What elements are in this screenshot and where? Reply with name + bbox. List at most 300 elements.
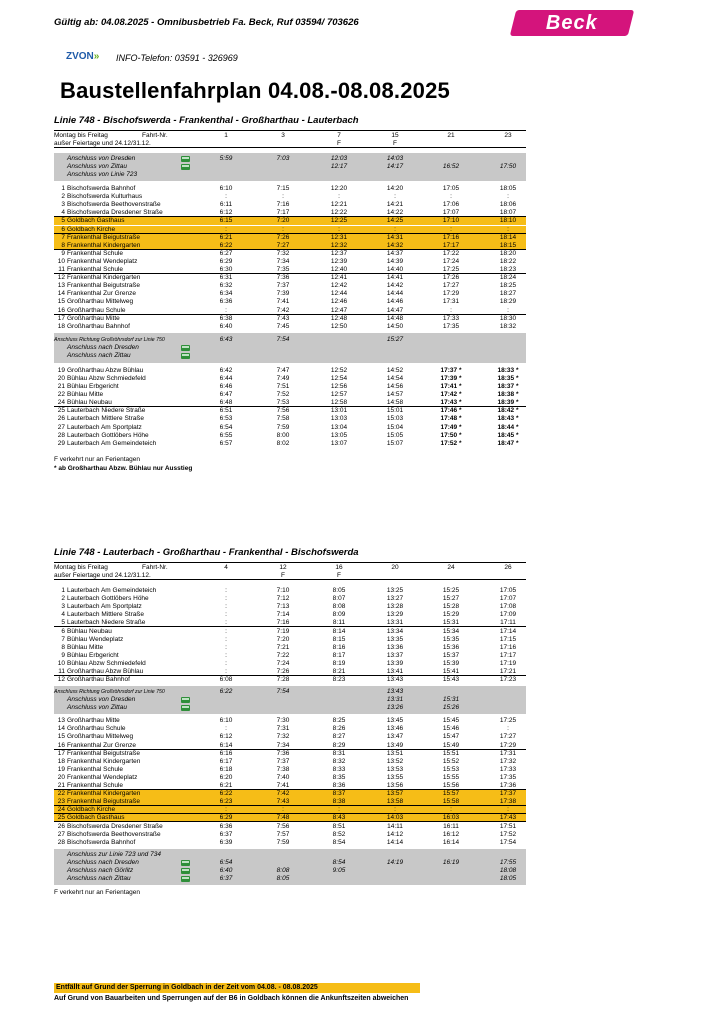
stop-name: Bischofswerda Kulturhaus [67,193,143,201]
departure-time: : [225,193,227,201]
stop-number: 10 [57,659,65,667]
departure-time: 7:16 [276,201,290,209]
stop-row [54,234,526,242]
stop-row [54,668,526,676]
departure-time: 13:35 [386,635,404,643]
departure-time: 8:29 [332,741,346,749]
departure-time: 14:22 [386,209,404,217]
departure-time: 13:51 [386,749,404,757]
departure-time: 18:32 [499,322,517,330]
connection-time: 16:19 [442,858,460,866]
departure-time: 17:07 [442,209,460,217]
departure-time: 18:14 [499,233,517,241]
stop-row [54,652,526,660]
departure-time: 12:20 [330,185,348,192]
departure-time: : [507,725,509,733]
stop-row [54,766,526,774]
departure-time: 7:36 [276,274,290,282]
stop-number: 19 [57,765,65,773]
departure-time: 17:05 [442,185,460,192]
departure-time: 18:29 [499,298,517,306]
stop-name: Lauterbach Mittlere Straße [67,415,144,423]
departure-time: 17:27 [442,282,460,290]
departure-time: 6:34 [219,290,233,298]
stop-row [54,790,526,798]
departure-time: 15:27 [442,595,460,603]
departure-time: 8:05 [332,587,346,594]
connection-label: Anschluss von Dresden [67,155,136,162]
stop-row [54,611,526,619]
departure-time: 8:00 [276,431,290,439]
stop-number: 17 [57,749,65,757]
departure-time: 14:20 [386,185,404,192]
departure-time: 17:26 [442,274,460,282]
stop-row [54,415,526,423]
connection-time: 14:17 [386,163,404,170]
stop-name: Großharthau Bahnhof [67,676,130,684]
exceptions-label: außer Feiertage und 24.12/31.12. [54,572,151,579]
departure-time: 13:34 [386,627,404,635]
stop-number: 1 [61,185,65,192]
stop-name: Goldbach Kirche [67,806,116,814]
trip-no-label: Fahrt-Nr. [142,564,168,571]
departure-time: 6:46 [219,383,233,390]
departure-time: 8:33 [332,765,346,773]
departure-time: 6:22 [219,790,233,798]
stop-number: 5 [61,217,65,225]
departure-time: : [450,306,452,314]
departure-time: 8:35 [332,773,346,781]
stop-name: Goldbach Kirche [67,225,116,233]
departure-time: 7:58 [276,415,290,423]
departure-time: 17:05 [499,587,517,594]
departure-time: 6:08 [219,676,233,684]
stop-row [54,733,526,741]
connection-time: 5:59 [219,155,233,162]
departure-time: 13:03 [330,415,348,423]
departure-time: 14:48 [386,314,404,322]
departure-time: 15:45 [442,717,460,725]
stop-name: Bühlau Abzw Schmiedefeld [67,374,146,382]
stop-name: Bischofswerda Beethovenstraße [67,201,161,209]
departure-time: 8:08 [332,603,346,611]
departure-time: 6:32 [219,282,233,290]
departure-time: : [225,659,227,667]
connection-time: 13:31 [386,696,404,704]
stop-name: Bühlau Erbgericht [67,651,119,659]
departure-time: 7:47 [276,366,290,374]
departure-time: : [507,225,509,233]
departure-time: 15:34 [442,627,460,635]
stop-name: Großharthau Abzw Bühlau [67,366,144,374]
departure-time: 14:40 [386,266,404,273]
stop-number: 14 [57,290,65,298]
departure-time: 18:47 * [497,439,519,447]
connection-time: 14:19 [386,858,404,866]
departure-time: : [225,635,227,643]
departure-time: 6:54 [219,423,233,431]
connection-time: 17:55 [499,858,517,866]
departure-time: : [450,225,452,233]
departure-time: : [225,306,227,314]
departure-time: 7:57 [276,830,290,838]
stop-name: Bischofswerda Dresdener Straße [67,209,163,217]
connection-time: 12:17 [330,163,348,170]
connection-time: 13:26 [386,704,404,712]
departure-time: 7:10 [276,587,290,594]
stop-number: 7 [61,635,65,643]
departure-time: 13:27 [386,595,404,603]
departure-time: 7:59 [276,838,290,846]
stop-number: 2 [61,193,65,201]
departure-time: 7:16 [276,619,290,627]
departure-time: 17:32 [499,757,517,765]
departure-time: 13:47 [386,733,404,741]
departure-time: 15:35 [442,635,460,643]
departure-time: 6:42 [219,366,233,374]
stop-number: 27 [57,423,65,431]
stop-row [54,644,526,652]
departure-time: 8:19 [332,659,346,667]
departure-time: 13:37 [386,651,404,659]
departure-time: 12:22 [330,209,348,217]
departure-time: : [507,806,509,814]
stop-number: 3 [61,603,65,611]
stop-name: Frankenthal Kindergarten [67,274,141,282]
stop-name: Bühlau Erbgericht [67,383,119,390]
info-phone: INFO-Telefon: 03591 - 326969 [116,53,238,63]
departure-time: 17:33 [499,765,517,773]
departure-time: 6:11 [219,201,233,209]
connection-row [54,859,526,867]
departure-time: 6:20 [219,773,233,781]
departure-time: 14:56 [386,383,404,390]
departure-time: 7:21 [276,643,290,651]
stop-row [54,717,526,725]
departure-time: 7:12 [276,595,290,603]
connection-time: 8:54 [332,858,346,866]
departure-time: 6:15 [219,217,233,225]
stop-number: 20 [57,374,65,382]
stop-number: 23 [57,798,65,806]
header-row [54,572,526,580]
stop-number: 21 [57,782,65,789]
connection-label: Anschluss zur Linie 723 und 734 [67,850,161,858]
departure-time: 15:39 [442,659,460,667]
departure-time: 7:39 [276,290,290,298]
departure-time: 17:38 [499,798,517,806]
stop-name: Frankenthal Kindergarten [67,241,141,249]
departure-time: : [282,193,284,201]
departure-time: 13:39 [386,659,404,667]
departure-time: 13:01 [330,407,348,415]
connection-row [54,867,526,875]
stop-row [54,603,526,611]
departure-time: 17:25 [442,266,460,273]
departure-time: 12:32 [330,241,348,249]
stop-row [54,298,526,306]
stop-row [54,628,526,636]
connection-time: 6:22 [219,688,233,696]
bus-icon [181,345,190,351]
stop-name: Großharthau Schule [67,306,126,314]
stop-name: Bühlau Wendeplatz [67,635,124,643]
connection-label: Anschluss nach Zittau [67,351,131,359]
departure-time: 12:50 [330,322,348,330]
stop-number: 22 [57,790,65,798]
departure-time: 16:14 [442,838,460,846]
stop-row [54,193,526,201]
stop-row [54,823,526,831]
connection-row [54,688,526,696]
departure-time: 6:29 [219,814,233,822]
stop-number: 18 [57,757,65,765]
brand-name: Beck [546,11,598,34]
departure-time: 7:49 [276,374,290,382]
departure-time: : [282,806,284,814]
stop-row [54,774,526,782]
stop-name: Frankenthal Zur Grenze [67,290,137,298]
stop-name: Bühlau Mitte [67,643,104,651]
departure-time: : [507,306,509,314]
departure-time: 7:40 [276,773,290,781]
departure-time: 7:43 [276,798,290,806]
bus-icon [181,705,190,711]
stop-number: 4 [61,611,65,619]
departure-time: 13:46 [386,725,404,733]
stop-name: Bühlau Abzw Schmiedefeld [67,659,146,667]
stop-number: 19 [57,366,65,374]
departure-time: 15:28 [442,603,460,611]
trip-number: 23 [504,132,512,139]
connection-label: Anschluss von Zittau [67,163,127,170]
departure-time: 14:57 [386,391,404,399]
departure-time: 13:49 [386,741,404,749]
departure-time: 15:36 [442,643,460,651]
stop-name: Bischofswerda Bahnhof [67,838,136,846]
departure-time: 17:35 [499,773,517,781]
departure-time: 17:24 [442,257,460,265]
departure-time: 14:25 [386,217,404,225]
stop-row [54,660,526,668]
stop-name: Großharthau Mitte [67,717,120,725]
departure-time: 8:52 [332,830,346,838]
departure-time: 14:44 [386,290,404,298]
stop-name: Frankenthal Kindergarten [67,757,141,765]
stop-name: Bischofswerda Bahnhof [67,185,136,192]
connection-time: 15:31 [442,696,460,704]
departure-time: 18:39 * [497,399,519,407]
trip-flag: F [393,140,397,147]
departure-time: : [225,595,227,603]
departure-time: 13:53 [386,765,404,773]
connection-time: 6:43 [219,335,233,343]
departure-time: 15:56 [442,782,460,789]
departure-time: 8:02 [276,439,290,447]
departure-time: 15:47 [442,733,460,741]
departure-time: 6:21 [219,233,233,241]
bus-icon [181,860,190,866]
departure-time: 18:07 [499,209,517,217]
trip-flag: F [337,140,341,147]
departure-time: 15:58 [442,798,460,806]
departure-time: 12:37 [330,249,348,257]
departure-time: 15:25 [442,587,460,594]
departure-time: 14:42 [386,282,404,290]
departure-time: 15:01 [386,407,404,415]
stop-name: Frankenthal Beigutstraße [67,749,140,757]
connection-time: 6:37 [219,874,233,882]
stop-row [54,367,526,375]
stop-number: 26 [57,822,65,830]
departure-time: 13:29 [386,611,404,619]
stop-row [54,750,526,758]
header-top-line [54,130,526,131]
departure-time: 12:21 [330,201,348,209]
departure-time: 14:39 [386,257,404,265]
departure-time: 14:14 [386,838,404,846]
departure-time: 15:37 [442,651,460,659]
departure-time: 18:38 * [497,391,519,399]
departure-time: 8:09 [332,611,346,619]
departure-time: 14:41 [386,274,404,282]
departure-time: 18:23 [499,266,517,273]
stop-number: 6 [61,627,65,635]
departure-time: 7:42 [276,306,290,314]
stop-row [54,831,526,839]
departure-time: 15:55 [442,773,460,781]
departure-time: 6:16 [219,749,233,757]
bus-icon [181,697,190,703]
connection-time: 12:03 [330,155,348,162]
stop-name: Großharthau Mitte [67,314,120,322]
departure-time: 6:29 [219,257,233,265]
trip-number: 16 [335,564,343,571]
stop-number: 3 [61,201,65,209]
stop-row [54,274,526,282]
departure-time: 17:52 [499,830,517,838]
stop-row [54,201,526,209]
stop-name: Frankenthal Schule [67,266,124,273]
trip-no-label: Fahrt-Nr. [142,132,168,139]
stop-row [54,250,526,258]
departure-time: 13:57 [386,790,404,798]
stop-number: 8 [61,643,65,651]
departure-time: : [225,651,227,659]
departure-time: 18:15 [499,241,517,249]
departure-time: 6:23 [219,798,233,806]
stop-row [54,226,526,234]
connection-row [54,875,526,883]
header-row [54,132,526,140]
departure-time: 12:46 [330,298,348,306]
departure-time: 14:37 [386,249,404,257]
departure-time: 8:17 [332,651,346,659]
departure-time: 14:11 [387,822,403,830]
stop-row [54,383,526,391]
connection-time: 16:52 [442,163,460,170]
trip-number: 24 [447,564,455,571]
departure-time: 12:31 [330,233,348,241]
stop-name: Bühlau Mitte [67,391,104,399]
stop-row [54,399,526,407]
departure-time: 17:14 [499,627,517,635]
departure-time: 17:31 [442,298,460,306]
stop-name: Lauterbach Am Gemeindeteich [67,439,157,447]
departure-time: 17:33 [442,314,460,322]
stop-name: Großharthau Bahnhof [67,322,130,330]
stop-name: Großharthau Schule [67,725,126,733]
stop-number: 26 [57,415,65,423]
departure-time: 17:17 [499,651,517,659]
departure-time: : [282,225,284,233]
departure-time: 7:26 [276,668,290,675]
trip-number: 1 [224,132,228,139]
departure-time: 13:07 [330,439,348,447]
departure-time: 8:38 [332,798,346,806]
bus-icon [181,876,190,882]
stop-row [54,266,526,274]
departure-time: 16:03 [442,814,460,822]
stop-name: Großharthau Abzw Bühlau [67,668,144,675]
departure-time: 12:40 [330,266,348,273]
departure-time: 15:07 [386,439,404,447]
trip-number: 15 [391,132,399,139]
departure-time: 7:36 [276,749,290,757]
departure-time: 7:41 [276,298,290,306]
stop-name: Frankenthal Schule [67,249,124,257]
departure-time: 18:24 [499,274,517,282]
departure-time: 14:03 [386,814,404,822]
departure-time: 7:32 [276,249,290,257]
departure-time: 14:54 [386,374,404,382]
departure-time: 15:03 [386,415,404,423]
departure-time: 6:27 [219,249,233,257]
connection-row [54,704,526,712]
departure-time: 6:36 [219,822,233,830]
departure-time: 7:37 [276,282,290,290]
stop-number: 16 [57,741,65,749]
departure-time: 13:31 [386,619,404,627]
departure-time: 18:06 [499,201,517,209]
stop-row [54,407,526,415]
stop-number: 2 [61,595,65,603]
departure-time: 8:15 [332,635,346,643]
departure-time: 13:52 [386,757,404,765]
departure-time: 18:35 * [497,374,519,382]
stop-row [54,242,526,250]
stop-number: 18 [57,322,65,330]
page-title: Baustellenfahrplan 04.08.-08.08.2025 [60,78,450,103]
departure-time: 8:37 [332,790,346,798]
stop-name: Lauterbach Am Gemeindeteich [67,587,157,594]
departure-time: 6:37 [219,830,233,838]
bus-icon [181,868,190,874]
stop-name: Goldbach Gasthaus [67,814,125,822]
stop-name: Frankenthal Wendeplatz [67,257,138,265]
departure-time: : [450,193,452,201]
departure-time: 12:42 [330,282,348,290]
stop-row [54,814,526,822]
departure-time: : [225,725,227,733]
departure-time: 15:49 [442,741,460,749]
stop-row [54,432,526,440]
departure-time: : [225,643,227,651]
stop-number: 13 [57,282,65,290]
departure-time: 6:17 [219,757,233,765]
beck-logo [510,10,634,36]
stop-number: 13 [57,717,65,725]
